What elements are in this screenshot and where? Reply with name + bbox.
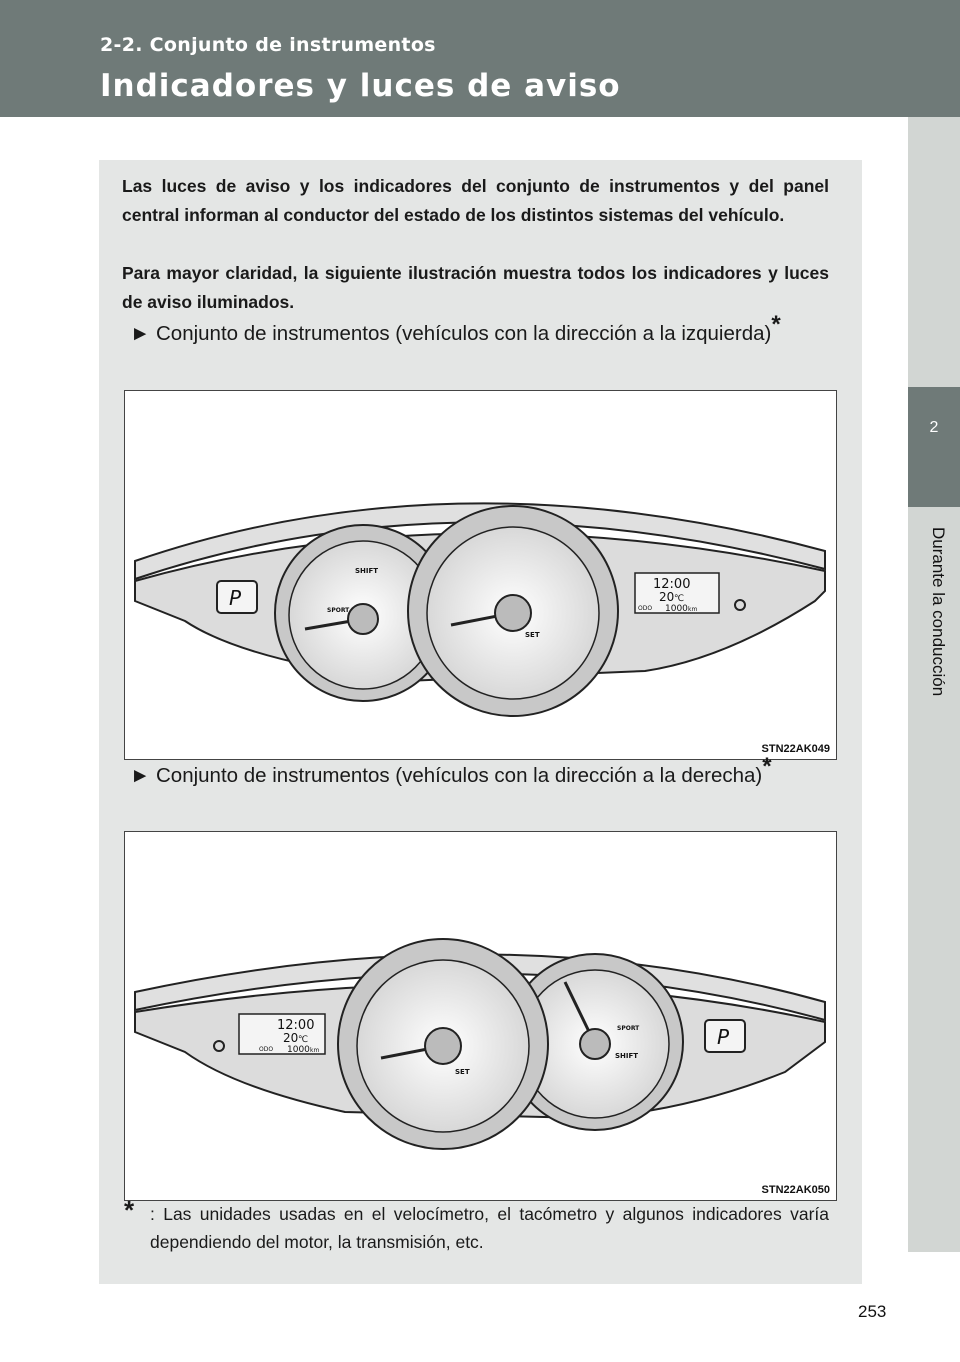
page-title: Indicadores y luces de aviso xyxy=(100,68,621,104)
figure-lhd-cluster xyxy=(124,390,837,760)
section-heading-rhd xyxy=(130,753,830,792)
chapter-number: 2 xyxy=(929,419,939,436)
svg-text:20: 20 xyxy=(659,590,675,604)
asterisk-mark: * xyxy=(762,753,772,781)
gear-label: P xyxy=(717,1025,730,1049)
svg-text:SET: SET xyxy=(455,1068,470,1076)
intro-paragraph: Las luces de aviso y los indicadores del conjunto de instrumentos y del panel central informan al conductor del estado de los distintos sistemas del vehículo. xyxy=(122,176,829,225)
instrument-cluster-lhd-illustration xyxy=(125,391,836,759)
intro-paragraph: Para mayor claridad, la siguiente ilustración muestra todos los indicadores y luces de aviso iluminados. xyxy=(122,263,829,312)
figure-rhd-cluster xyxy=(124,831,837,1201)
svg-text:SPORT: SPORT xyxy=(617,1025,640,1032)
asterisk-mark: * xyxy=(771,311,781,339)
svg-text:ODO: ODO xyxy=(638,605,653,612)
svg-text:1000: 1000 xyxy=(665,604,688,614)
svg-text:SET: SET xyxy=(525,631,540,639)
figure-code: STN22AK049 xyxy=(761,743,830,755)
svg-text:20: 20 xyxy=(283,1031,299,1045)
svg-text:℃: ℃ xyxy=(298,1035,309,1045)
section-label: Conjunto de instrumentos (vehículos con la dirección a la derecha) xyxy=(156,764,763,787)
svg-text:SPORT: SPORT xyxy=(327,607,350,614)
svg-text:km: km xyxy=(310,1047,320,1054)
svg-text:km: km xyxy=(688,606,698,613)
chapter-side-tab xyxy=(908,117,960,1252)
svg-text:1000: 1000 xyxy=(287,1045,310,1055)
gear-label: P xyxy=(229,586,242,610)
svg-text:12:00: 12:00 xyxy=(653,577,691,592)
svg-text:℃: ℃ xyxy=(674,594,685,604)
chapter-title: Durante la conducción xyxy=(929,527,948,697)
figure-code: STN22AK050 xyxy=(761,1184,830,1196)
section-label: Conjunto de instrumentos (vehículos con la dirección a la izquierda) xyxy=(156,322,772,345)
page-number: 253 xyxy=(858,1302,887,1321)
svg-text:SHIFT: SHIFT xyxy=(355,567,379,575)
page-header xyxy=(0,0,960,117)
svg-text:12:00: 12:00 xyxy=(277,1018,315,1033)
footnote-text: : Las unidades usadas en el velocímetro, el tacómetro y algunos indicadores varía dependiendo del motor, la transmisión, etc. xyxy=(150,1204,829,1252)
arrow-icon: ► xyxy=(130,322,151,345)
instrument-cluster-rhd-illustration xyxy=(125,832,836,1200)
section-heading-lhd xyxy=(130,311,830,350)
footnote-asterisk: * xyxy=(124,1195,135,1225)
section-heading: 2-2. Conjunto de instrumentos xyxy=(100,34,436,56)
arrow-icon: ► xyxy=(130,764,151,787)
footnote xyxy=(124,1195,829,1256)
svg-text:ODO: ODO xyxy=(259,1046,274,1053)
chapter-number-box xyxy=(908,387,960,507)
svg-text:SHIFT: SHIFT xyxy=(615,1052,639,1060)
